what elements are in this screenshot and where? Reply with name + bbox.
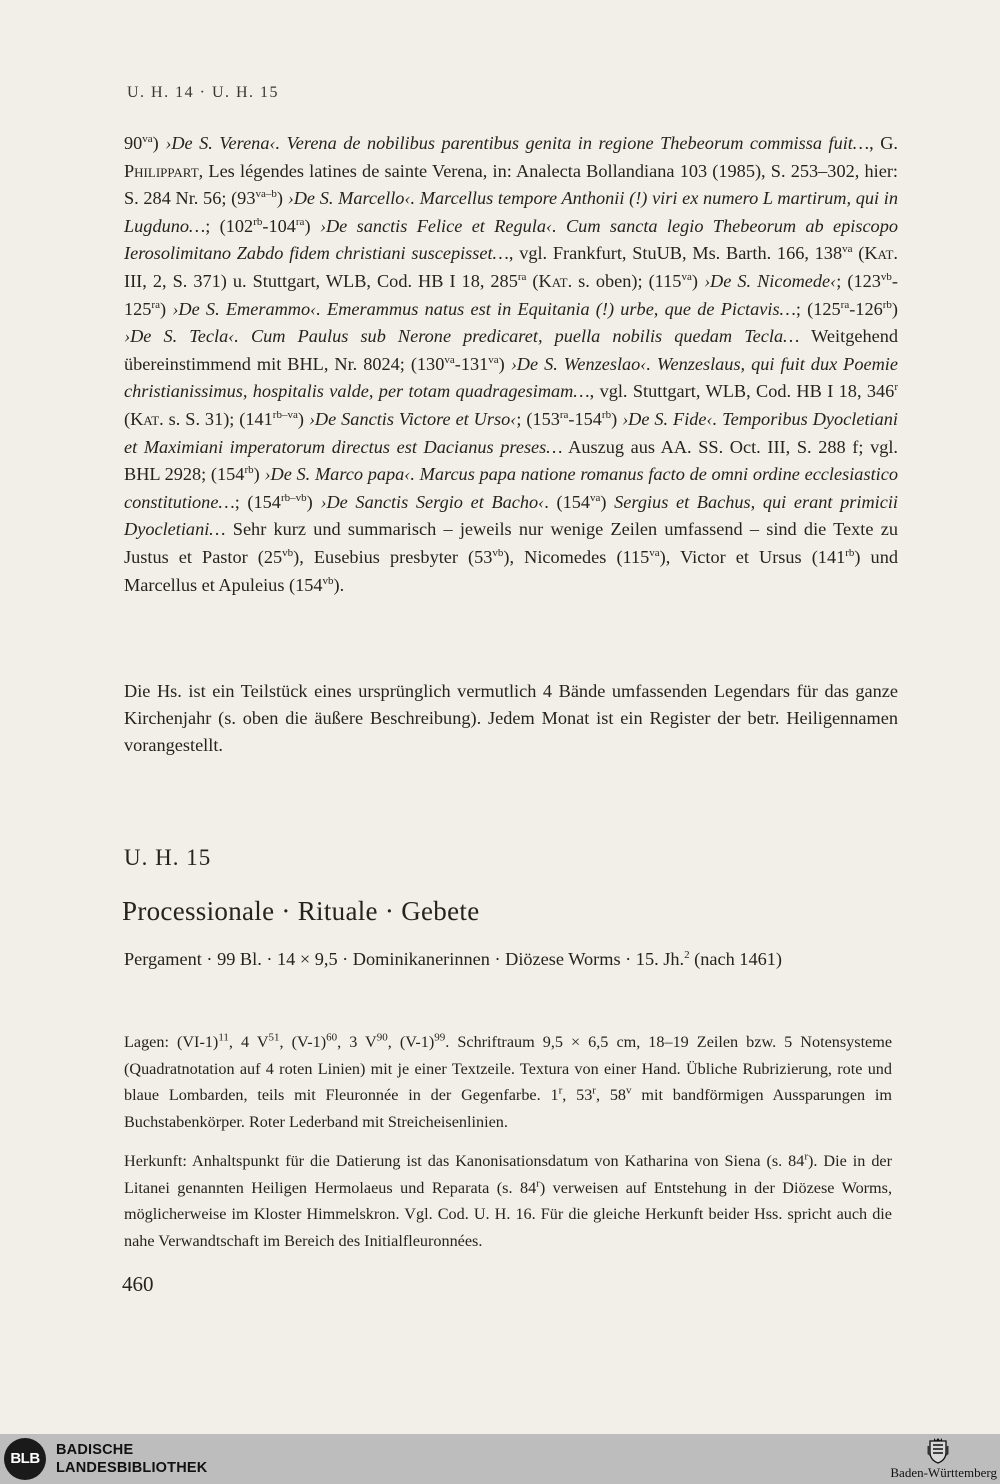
folio-sup: rb–vb (280, 491, 307, 504)
folio-sup: vb (282, 546, 294, 559)
library-name[interactable] (56, 1441, 207, 1477)
text-run: s. S. 31); (141 (163, 408, 273, 429)
page-number: 460 (122, 1272, 154, 1296)
text-run: Auszug aus AA. SS. Oct. III, S. 288 f; vgl. BHL 2928; (154 (124, 436, 898, 485)
text-run: , (V-1) (279, 1033, 327, 1051)
coat-of-arms-icon (927, 1437, 949, 1465)
text-run: III, 2, S. 371) u. Stuttgart, WLB, Cod. HB I 18, 285 (124, 270, 518, 291)
folio-sup: r (558, 1084, 563, 1097)
folio-sup: ra (559, 408, 569, 421)
text-run: ) (152, 133, 166, 153)
folio-sup: ra (151, 298, 160, 311)
text-run: , 4 V (228, 1033, 269, 1051)
text-run: s. oben); (115 (572, 270, 682, 291)
folio-sup: rb (253, 215, 263, 228)
text-run: ; (154 (234, 491, 281, 512)
metadata-text: (nach 1461) (689, 949, 782, 969)
latin-incipit: ›De sanctis Felice et Regula‹. Cum sancta legio Thebeorum ab episcopo Ierosolimitano Zabdo fidem christiani suscepisset… (124, 215, 898, 264)
text-run: ) (891, 298, 898, 319)
text-run: , Les légendes latines de sainte Verena, in: Analecta Bollandiana 103 (1985), S. 253–302, hier: S. 284 Nr. 56; (93 (124, 160, 898, 209)
author-name: Philippart (124, 160, 199, 181)
text-run: Herkunft: Anhaltspunkt für die Datierung ist das Kanonisationsdatum von Katharina von Siena (s. 84 (124, 1152, 805, 1170)
text-run: , 58 (595, 1086, 627, 1104)
text-run: ) (600, 491, 615, 512)
text-run: ( (124, 408, 131, 429)
folio-sup: 11 (218, 1031, 229, 1044)
text-run: Weitgehend übereinstimmend mit BHL, Nr. 8024; (130 (124, 326, 898, 374)
kat-abbrev: Kat. (538, 270, 573, 291)
folio-sup: rb (601, 408, 612, 421)
folio-sup: va (681, 270, 692, 283)
metadata-text: Pergament · 99 Bl. · 14 × 9,5 · Dominikanerinnen · Diözese Worms · 15. Jh. (124, 949, 685, 969)
text-run: , G. (869, 133, 898, 153)
folio-sup: va (649, 546, 660, 559)
folio-sup: 90 (376, 1031, 388, 1044)
blb-logo[interactable]: BLB (4, 1438, 46, 1480)
herkunft-paragraph (124, 1148, 892, 1254)
latin-incipit: ›De Sanctis Sergio et Bacho‹ (320, 491, 545, 512)
text-run: mit bandförmigen Aussparungen im Buchstabenkörper. Roter Lederband mit Streicheisenlinien. (124, 1086, 893, 1131)
folio-sup: va (590, 491, 601, 504)
folio-sup: vb (492, 546, 504, 559)
description-paragraph: Die Hs. ist ein Teilstück eines ursprünglich vermutlich 4 Bände umfassenden Legendars für das ganze Kirchenjahr (s. oben die äußere Beschreibung). Jedem Monat ist ein Register der betr. Heiligennamen vorangestellt. (124, 681, 898, 755)
folio-sup: r (804, 1150, 809, 1163)
text-run: , 53 (562, 1086, 593, 1104)
text-run: . (154 (544, 491, 590, 512)
text-run: -154 (568, 408, 602, 429)
folio-sup: rb (845, 546, 855, 559)
manuscript-metadata (124, 946, 898, 972)
text-run: -131 (454, 353, 489, 374)
text-run: ; (102 (205, 215, 254, 236)
folio-sup: rb–va (272, 408, 298, 421)
text-run: , 3 V (337, 1033, 377, 1051)
library-name-line: LANDESBIBLIOTHEK (56, 1460, 208, 1476)
text-run: -126 (849, 298, 883, 319)
text-run: 90 (124, 133, 143, 153)
latin-incipit: ›De S. Fide‹. Temporibus Dyocletiani et Maximiani imperatorum directus est Dacianus preses… (124, 408, 898, 457)
folio-sup: 51 (268, 1031, 280, 1044)
folio-sup: va (842, 243, 853, 256)
text-run: ) und Marcellus et Apuleius (154 (124, 546, 898, 595)
text-run: ) (611, 408, 623, 429)
folio-sup: va (488, 353, 499, 366)
folio-sup: 99 (434, 1031, 446, 1044)
folio-sup: va (142, 132, 153, 145)
state-name[interactable]: Baden-Württemberg (890, 1465, 997, 1480)
kat-abbrev: Kat. (130, 408, 164, 429)
latin-incipit: ›De S. Marcello‹. Marcellus tempore Anthonii (!) viri ex numero L martirum, qui in Lugduno… (124, 188, 898, 236)
section-title: Processionale · Rituale · Gebete (122, 896, 480, 926)
text-run: Lagen: (VI-1) (124, 1033, 219, 1051)
folio-sup: 60 (326, 1031, 338, 1044)
text-run: , (V-1) (387, 1033, 435, 1051)
footnote-ref: 2 (684, 948, 690, 961)
latin-incipit: ›De S. Tecla‹. Cum Paulus sub Nerone predicaret, puella nobilis quedam Tecla… (124, 326, 800, 347)
library-name-line: BADISCHE (56, 1442, 134, 1458)
latin-incipit: Sergius et Bachus, qui erant primicii Dyocletiani… (124, 491, 898, 540)
footer-bar (0, 1434, 1000, 1484)
folio-sup: va (444, 353, 455, 366)
text-run: ) (306, 491, 321, 512)
text-run: ) verweisen auf Entstehung in der Diözese Worms, möglicherweise im Kloster Himmelskron. Vgl. Cod. U. H. 16. Für die gleiche Herkunft beider Hss. spricht auch die nahe Verwandtschaft im Bereich des Initialfleuronnées. (124, 1178, 892, 1250)
latin-incipit: ›De Sanctis Victore et Urso‹ (308, 408, 517, 429)
text-run: ( (526, 270, 539, 291)
folio-sup: v (626, 1084, 632, 1097)
text-run: . Schriftraum 9,5 × 6,5 cm, 18–19 Zeilen bzw. 5 Notensysteme (Quadratnotation auf 4 roten Linien) mit je einer Textzeile. Textura von einer Hand. Übliche Rubrizierung, rote und blaue Lombarden, teils mit Fleuronnée in der Gegenfarbe. 1 (124, 1033, 893, 1104)
text-run: ), Eusebius presbyter (53 (293, 546, 493, 567)
text-run: Sehr kurz und summarisch – jeweils nur wenige Zeilen umfassend – sind die Texte zu Justus et Pastor (25 (124, 519, 898, 567)
text-run: ) (297, 408, 309, 429)
folio-sup: vb (880, 270, 892, 283)
folio-sup: r (536, 1177, 540, 1190)
folio-sup: ra (840, 298, 850, 311)
text-run: ) (304, 215, 320, 236)
text-run: ). Die in der Litanei genannten Heiligen Hermolaeus und Reparata (s. 84 (124, 1152, 892, 1197)
text-run: ) (691, 270, 704, 291)
folio-sup: va–b (255, 188, 277, 201)
section-signature: U. H. 15 (124, 845, 212, 870)
kat-abbrev: Kat. (864, 243, 898, 264)
folio-sup: rb (244, 464, 254, 477)
text-run: ; (125 (795, 298, 841, 319)
latin-incipit: ›De S. Emerammo‹. Emerammus natus est in Equitania (!) urbe, que de Pictavis… (172, 298, 796, 319)
text-run: ), Victor et Ursus (141 (659, 546, 846, 567)
text-run: ) (253, 464, 265, 485)
folio-sup: vb (322, 574, 334, 587)
folio-sup: r (894, 381, 898, 394)
text-run: ) (276, 188, 288, 209)
text-run: ; (153 (516, 408, 560, 429)
latin-incipit: ›De S. Nicomede‹ (703, 270, 837, 291)
text-run: ) (159, 298, 173, 319)
folio-sup: ra (517, 270, 527, 283)
text-run: -125 (124, 270, 898, 319)
folio-sup: r (592, 1084, 596, 1097)
running-head: U. H. 14 · U. H. 15 (127, 84, 280, 101)
latin-incipit: ›De S. Wenzeslao‹. Wenzeslaus, qui fuit dux Poemie christianissimus, hospitalis valde, per totam quadragesimam… (124, 353, 898, 402)
text-run: ( (852, 243, 865, 264)
body-paragraph (124, 130, 898, 599)
text-run: , vgl. Stuttgart, WLB, Cod. HB I 18, 346 (589, 381, 895, 402)
latin-incipit: ›De S. Marco papa‹. Marcus papa natione romanus facto de omni ordine ecclesiastico constitutione… (124, 464, 898, 512)
text-run: ), Nicomedes (115 (503, 546, 650, 567)
text-run: ; (123 (836, 270, 881, 291)
text-run: , vgl. Frankfurt, StuUB, Ms. Barth. 166, 138 (508, 243, 843, 264)
text-run: -104 (262, 215, 296, 236)
folio-sup: rb (882, 298, 892, 311)
lagen-paragraph (124, 1029, 892, 1135)
text-run: ) (498, 353, 511, 374)
latin-incipit: ›De S. Verena‹. Verena de nobilibus parentibus genita in regione Thebeorum commissa fuit… (165, 133, 870, 153)
text-run: ). (333, 574, 345, 595)
folio-sup: ra (295, 215, 305, 228)
